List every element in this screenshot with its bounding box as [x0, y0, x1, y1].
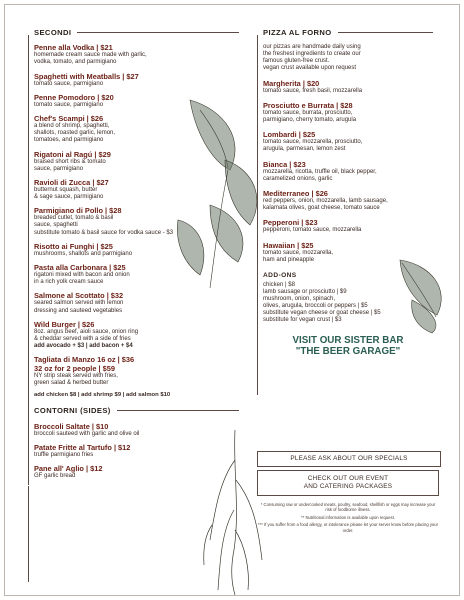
menu-item: [34, 72, 239, 88]
menu-item: [263, 101, 433, 124]
addon-item: mushroom, onion, spinach,: [263, 296, 336, 302]
menu-item-description: truffle parmigiano fries: [34, 451, 94, 458]
menu-item: [263, 218, 433, 234]
menu-item-description: ham and pineapple: [263, 256, 315, 263]
menu-item-description: braised short ribs & tomato: [34, 158, 106, 165]
menu-item-extra: add avocado + $3 | add bacon + $4: [34, 343, 133, 350]
visit-line-2: "THE BEER GARAGE": [295, 346, 401, 358]
menu-item: [34, 43, 239, 66]
right-divider: [257, 35, 258, 395]
menu-item-description: green salad & herbed butter: [34, 380, 109, 387]
menu-item: [34, 422, 239, 438]
menu-item: [34, 206, 239, 236]
secondi-title: SECONDI: [34, 27, 72, 37]
menu-item-name: Lombardi | $25: [263, 130, 316, 140]
menu-item-name-alt: 32 oz for 2 people | $59: [34, 364, 115, 374]
visit-line-1: VISIT OUR SISTER BAR: [292, 335, 404, 347]
menu-item-name: Patate Fritte al Tartufo | $12: [34, 442, 131, 452]
pizza-intro-line: vegan crust available upon request: [263, 65, 357, 72]
menu-item-description: arugula, parmesan, lemon zest: [263, 146, 346, 153]
menu-item-name: Parmigiano di Pollo | $28: [34, 206, 122, 216]
menu-item-name: Penne alla Vodka | $21: [34, 43, 113, 53]
secondi-list: [34, 43, 239, 387]
menu-item-description: pepperoni, tomato sauce, mozzarella: [263, 227, 362, 234]
menu-item: [34, 291, 239, 314]
menu-item: [263, 189, 433, 212]
menu-item-description: shallots, roasted garlic, lemon,: [34, 130, 116, 137]
menu-item: [263, 130, 433, 153]
pizza-heading: [263, 26, 433, 38]
menu-item-description: kalamata olives, goat cheese, tomato sauce: [263, 205, 380, 212]
menu-item-description: NY strip steak served with fries,: [34, 373, 118, 380]
addons-title: ADD-ONS: [263, 271, 297, 279]
menu-item-name: Pasta alla Carbonara | $25: [34, 263, 126, 273]
menu-item-name: Tagliata di Manzo 16 oz | $36: [34, 355, 135, 365]
menu-item-description: tomato sauce, parmigiano: [34, 80, 104, 87]
menu-item-description: rigatoni mixed with bacon and onion: [34, 272, 130, 279]
menu-item-description: tomato sauce, mozzarella,: [263, 249, 334, 256]
menu-item: [263, 160, 433, 183]
menu-item-description: red peppers, onion, mozzarella, lamb sausage,: [263, 197, 388, 204]
fine-print: [257, 502, 439, 535]
menu-item-name: Bianca | $23: [263, 159, 306, 169]
menu-item-description: tomato sauce, parmigiano: [34, 101, 104, 108]
menu-item: [34, 242, 239, 258]
addon-item: substitute vegan cheese or goat cheese | $5: [263, 310, 381, 317]
menu-item-description: breaded cutlet, tomato & basil: [34, 215, 114, 222]
sister-bar-callout: [263, 335, 433, 357]
event-box: [257, 470, 439, 496]
specials-box: PLEASE ASK ABOUT OUR SPECIALS: [257, 451, 441, 467]
menu-item: [34, 355, 239, 387]
pizza-list: [263, 79, 433, 264]
contorni-heading: [34, 405, 239, 417]
menu-item-name: Salmone al Scottato | $32: [34, 291, 124, 301]
event-line-2: AND CATERING PACKAGES: [303, 483, 393, 490]
pizza-title: PIZZA AL FORNO: [263, 27, 332, 37]
menu-item-description: sauce, parmigiano: [34, 165, 84, 172]
menu-item: [34, 263, 239, 286]
left-divider-lower: [28, 486, 29, 582]
menu-item: [34, 464, 239, 480]
menu-item-description: broccoli sauteed with garlic and olive oil: [34, 430, 140, 437]
menu-item: [34, 178, 239, 201]
menu-item: [263, 79, 433, 95]
menu-item-description: 8oz. angus beef, aioli sauce, onion ring: [34, 328, 139, 335]
menu-item-description: mozzarella, ricotta, truffle oil, black pepper,: [263, 168, 377, 175]
menu-item-description: vodka, tomato, and parmigiano: [34, 59, 117, 66]
menu-item-name: Spaghetti with Meatballs | $27: [34, 71, 139, 81]
menu-item-description: a blend of shrimp, spaghetti,: [34, 123, 110, 130]
menu-item-name: Pepperoni | $23: [263, 218, 318, 228]
menu-item-description: in a rich yolk cream sauce: [34, 279, 104, 286]
menu-item-name: Margherita | $20: [263, 78, 320, 88]
menu-item-description: tomato sauce, burrata, prosciutto,: [263, 109, 353, 116]
addon-item: lamb sausage or prosciutto | $9: [263, 288, 347, 295]
menu-item-name: Rigatoni al Ragú | $29: [34, 149, 111, 159]
addons-list: [263, 282, 433, 325]
menu-item-name: Penne Pomodoro | $20: [34, 92, 114, 102]
menu-item-description: caramelized onions, garlic: [263, 175, 333, 182]
menu-item-description: tomato sauce, mozzarella, prosciutto,: [263, 139, 363, 146]
pizza-intro-line: our pizzas are handmade daily using: [263, 44, 361, 50]
right-column: [263, 26, 433, 357]
menu-item: [34, 114, 239, 144]
menu-item-name: Chef's Scampi | $26: [34, 114, 104, 124]
menu-item-name: Mediterraneo | $26: [263, 188, 328, 198]
menu-item-description: butternut squash, butter: [34, 186, 98, 193]
menu-item-name: Risotto ai Funghi | $25: [34, 241, 113, 251]
contorni-title: CONTORNI (SIDES): [34, 406, 111, 415]
menu-item: [263, 241, 433, 264]
event-line-1: CHECK OUT OUR EVENT: [307, 475, 389, 482]
contorni-list: [34, 422, 239, 481]
left-column: [34, 26, 239, 480]
menu-item-name: Hawaiian | $25: [263, 240, 314, 250]
menu-item-name: Wild Burger | $26: [34, 319, 95, 329]
menu-item-name: Broccoli Saltate | $10: [34, 421, 109, 431]
menu-item-description: tomatoes, and parmigiano: [34, 137, 104, 144]
menu-item-description: & sage sauce, parmigiano: [34, 194, 104, 201]
menu-item-description: dressing and sauteed vegetables: [34, 307, 123, 314]
pizza-intro: [263, 44, 433, 72]
menu-item-name: Prosciutto e Burrata | $28: [263, 100, 353, 110]
menu-item: [34, 93, 239, 109]
addon-item: olives, arugula, broccoli or peppers | $5: [263, 303, 368, 310]
fine-print-line: *** If you suffer from a food allergy, or intolerance please let your server know before placing your order.: [257, 522, 438, 533]
menu-item-description: & cheddar served with a side of fries: [34, 335, 131, 342]
pizza-intro-line: famous gluten-free crust.: [263, 58, 330, 65]
addon-item: chicken | $8: [263, 281, 295, 288]
secondi-addons: add chicken $8 | add shrimp $9 | add salmon $10: [34, 391, 171, 398]
menu-item-description: substitute tomato & basil sauce for vodka sauce - $3: [34, 229, 174, 236]
menu-item-description: mushrooms, shallots and parmigiano: [34, 250, 133, 257]
menu-item-description: sauce, spaghetti: [34, 222, 78, 229]
menu-item-name: Pane all' Aglio | $12: [34, 464, 103, 474]
fine-print-line: ** Nutritional information is available upon request.: [301, 514, 395, 520]
menu-item-description: parmigiano, cherry tomato, arugula: [263, 116, 357, 123]
menu-item: [34, 320, 239, 350]
menu-item-description: homemade cream sauce made with garlic,: [34, 52, 147, 59]
left-divider: [28, 35, 29, 485]
menu-item-description: tomato sauce, fresh basil, mozzarella: [263, 87, 363, 94]
pizza-intro-line: the freshest ingredients to create our: [263, 51, 361, 58]
menu-item: [34, 150, 239, 173]
secondi-heading: [34, 26, 239, 38]
menu-item-description: GF garlic bread: [34, 473, 76, 480]
fine-print-line: * Consuming raw or undercooked meats, poultry, seafood, shellfish or eggs may increase your risk of foodborne illness.: [260, 502, 436, 513]
addon-item: substitute for vegan crust | $3: [263, 317, 342, 324]
menu-item-name: Ravioli di Zucca | $27: [34, 177, 109, 187]
menu-item-description: seared salmon served with lemon: [34, 300, 124, 307]
menu-item: [34, 443, 239, 459]
